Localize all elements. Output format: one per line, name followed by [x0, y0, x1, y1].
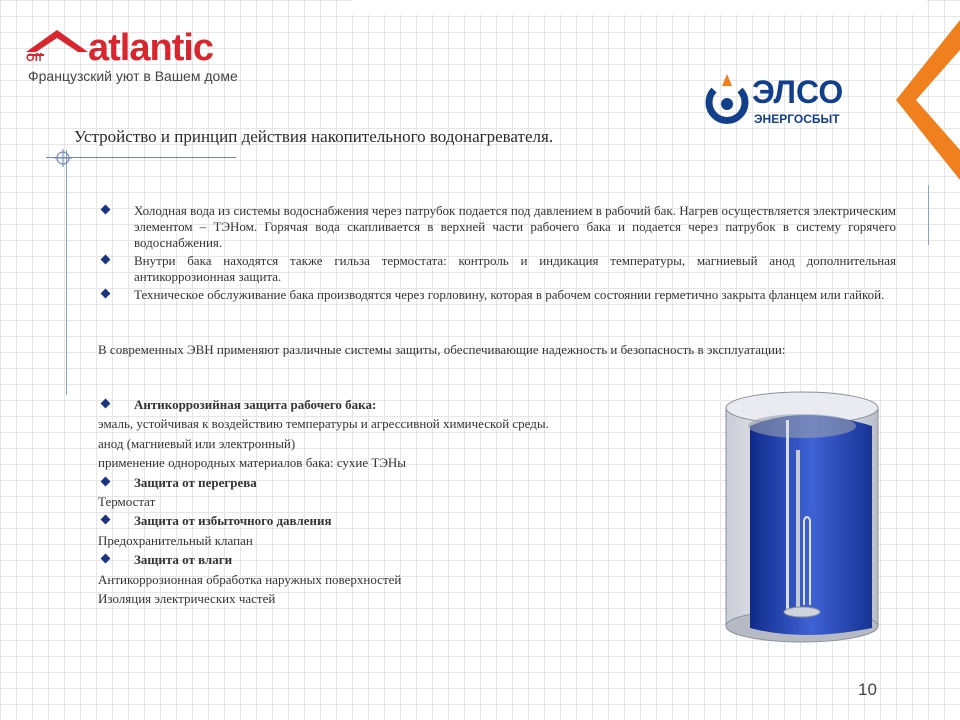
top-panel: [352, 0, 927, 15]
protection-item: Изоляция электрических частей: [98, 590, 276, 606]
bullet-diamond-icon: [101, 289, 111, 299]
bullet-diamond-icon: [101, 399, 111, 409]
bullet-text: Техническое обслуживание бака производятся через горловину, которая в рабочем состоянии герметично закрыта фланцем или гайкой.: [134, 287, 885, 302]
bullet-text: Внутри бака находятся также гильза термостата: контроль и индикация температуры, магниевый анод дополнительная антикоррозионная защита.: [134, 253, 896, 284]
protection-intro: В современных ЭВН применяют различные системы защиты, обеспечивающие надежность и безопасность в эксплуатации:: [98, 342, 786, 357]
decorative-vertical-line: [66, 150, 67, 395]
bullet-diamond-icon: [101, 554, 111, 564]
brand-name: atlantic: [88, 27, 214, 69]
description-bullets: [98, 203, 896, 305]
bullet-diamond-icon: [101, 476, 111, 486]
page-number: 10: [858, 680, 877, 699]
bullet-text: Холодная вода из системы водоснабжения через патрубок подается под давлением в рабочий бак. Нагрев осуществляется электрическим элементом – ТЭНом. Горячая вода скапливается в верхней части рабочего бака и подается через патрубок в систему горячего водоснабжения.: [134, 203, 896, 250]
orange-chevron-icon: [880, 20, 960, 180]
brand-badge: Off: [26, 52, 42, 64]
protection-heading-text: Защита от перегрева: [134, 474, 257, 490]
bullet-diamond-icon: [101, 255, 111, 265]
protection-list: [98, 396, 698, 609]
crosshair-icon: [54, 149, 72, 167]
slide-title: Устройство и принцип действия накопительного водонагревателя.: [74, 127, 554, 146]
elso-logo: [704, 70, 864, 132]
protection-item: анод (магниевый или электронный): [98, 435, 296, 451]
protection-heading-text: Антикоррозийная защита рабочего бака:: [134, 397, 377, 412]
protection-heading-text: Защита от влаги: [134, 552, 233, 568]
bullet-item: [98, 203, 896, 251]
protection-item: применение однородных материалов бака: сухие ТЭНы: [98, 455, 407, 471]
partner-subtitle: ЭНЕРГОСБЫТ: [754, 112, 840, 126]
bullet-item: [98, 253, 896, 285]
elso-emblem-icon: [704, 72, 750, 126]
title-underline: [46, 157, 236, 158]
bullet-item: [98, 287, 896, 303]
protection-heading: [98, 396, 698, 415]
protection-heading-text: Защита от избыточного давления: [134, 513, 332, 529]
water-heater-illustration: [722, 390, 882, 645]
atlantic-logo: [24, 26, 274, 88]
decorative-vertical-line-right: [928, 185, 929, 245]
protection-item: Антикоррозионная обработка наружных поверхностей: [98, 571, 402, 587]
protection-heading: [98, 551, 698, 570]
bullet-diamond-icon: [101, 515, 111, 525]
protection-item: Термостат: [98, 493, 156, 509]
brand-tagline: Французский уют в Вашем доме: [28, 68, 238, 84]
protection-item: Предохранительный клапан: [98, 532, 253, 548]
partner-name: ЭЛСО: [752, 74, 844, 110]
protection-item: эмаль, устойчивая к воздействию температуры и агрессивной химической среды.: [98, 416, 549, 432]
protection-heading: [98, 512, 698, 531]
bullet-diamond-icon: [101, 205, 111, 215]
protection-heading: [98, 474, 698, 493]
